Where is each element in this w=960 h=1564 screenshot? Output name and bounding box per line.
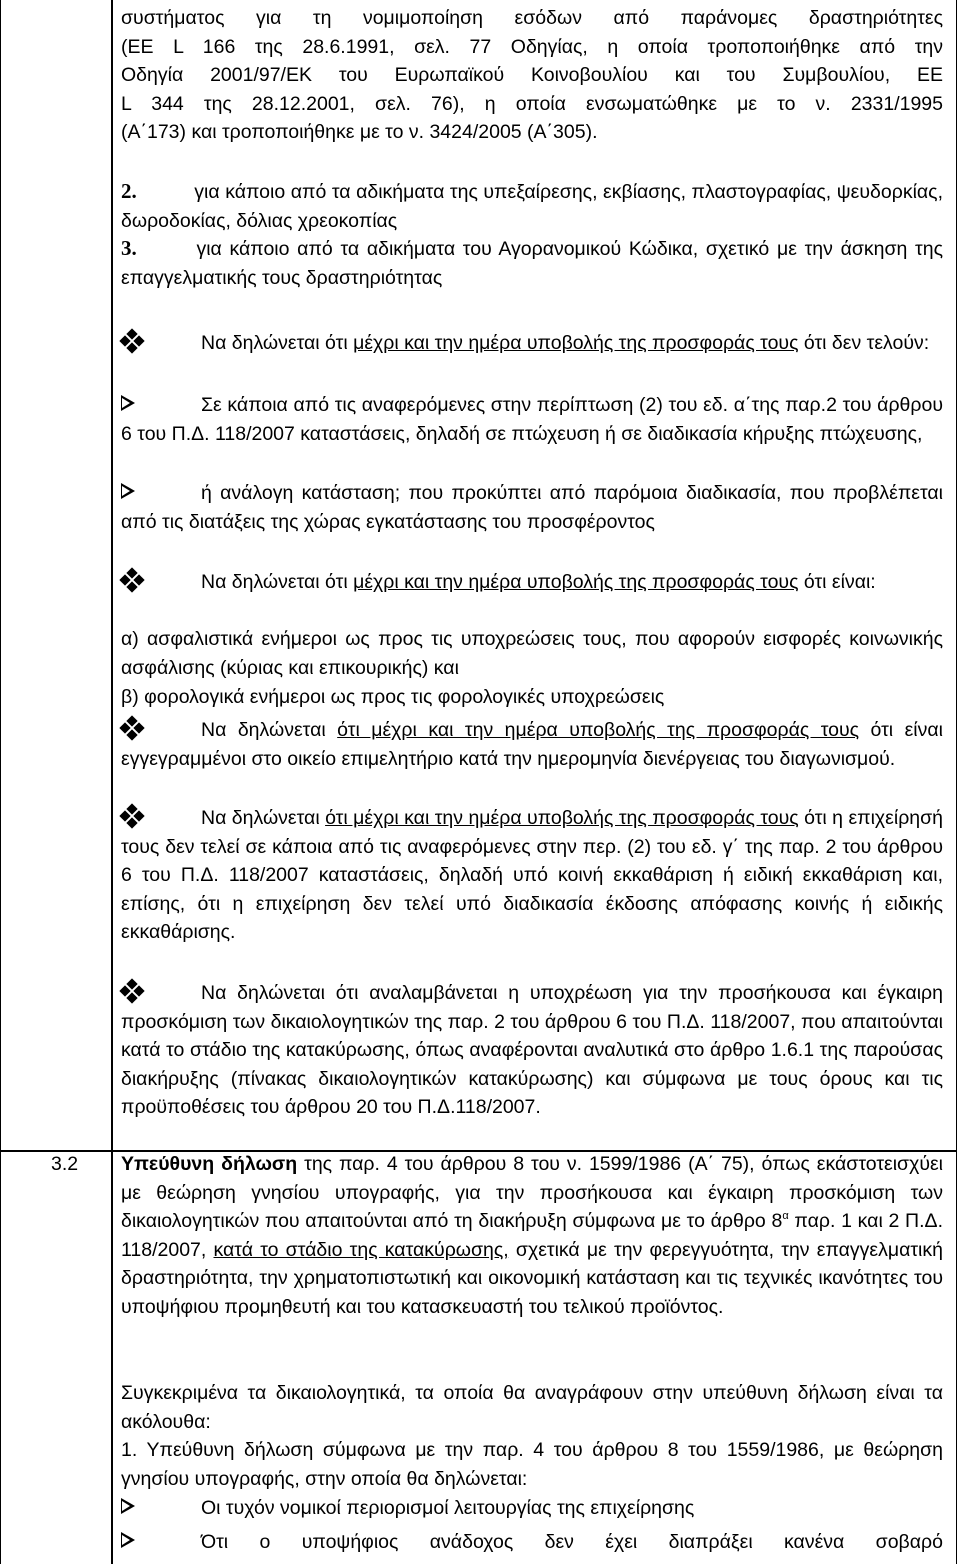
declaration-lead: Να δηλώνεται ότι bbox=[201, 332, 354, 354]
sub-item-text: Σε κάποια από τις αναφερόμενες στην περίπτωση (2) του εδ. α΄της παρ.2 του άρθρου 6 του Π.Δ. 118/2007 καταστάσεις, δηλαδή σε πτώχευση ή σε διαδικασία κήρυξης πτώχευσης, bbox=[121, 394, 943, 445]
sub-item-text: Ότι ο υποψήφιος ανάδοχος δεν έχει διαπράξει κανένα σοβαρό bbox=[201, 1531, 943, 1553]
intro-line: Οδηγία 2001/97/ΕΚ του Ευρωπαϊκού Κοινοβουλίου και του Συμβουλίου, ΕΕ bbox=[121, 64, 943, 87]
arrow-bullet-icon bbox=[121, 395, 135, 411]
intro-line: (ΕΕ L 166 της 28.6.1991, σελ. 77 Οδηγίας, η οποία τροποποιήθηκε από την bbox=[121, 35, 943, 58]
sub-item-text: Οι τυχόν νομικοί περιορισμοί λειτουργίας της επιχείρησης bbox=[201, 1497, 695, 1519]
sub-item-text: ή ανάλογη κατάσταση; που προκύπτει από παρόμοια διαδικασία, που προβλέπεται από τις διατάξεις της χώρας εγκατάστασης του προσφέροντος bbox=[121, 482, 943, 533]
declaration-item-text: β) φορολογικά ενήμεροι ως προς τις φορολογικές υποχρεώσεις bbox=[121, 686, 665, 708]
arrow-bullet-icon bbox=[121, 483, 135, 499]
diamond-bullet-icon bbox=[121, 805, 143, 827]
section-heading: Υπεύθυνη δήλωση bbox=[121, 1153, 298, 1175]
declaration-lead: Να δηλώνεται ότι bbox=[201, 571, 354, 593]
item-3 bbox=[121, 234, 943, 292]
declaration-2-b bbox=[121, 683, 943, 712]
declaration-3 bbox=[121, 716, 943, 773]
section-text: σχετικά με την φερεγγυότητα, την επαγγελματική δραστηριότητα, την χρηματοπιστωτική και οικονομική κατάσταση και τις τεχνικές ικανότητες του υποψήφιου προμηθευτή και του κατασκευαστή του τελικού προϊόντος. bbox=[121, 1238, 943, 1318]
declaration-text: Να δηλώνεται ότι αναλαμβάνεται η υποχρέωση για την προσήκουσα και έγκαιρη προσκόμιση των δικαιολογητικών της παρ. 2 του άρθρου 6 του Π.Δ. 118/2007, που απαιτούνται κατά το στάδιο της κατακύρωσης, όπως αναφέρονται αναλυτικά στο άρθρο 1.6.1 της παρούσας διακήρυξης (πίνακας δικαιολογητικών κατακύρωσης) και σύμφωνα με τους όρους και τις προϋποθέσεις του άρθρου 20 του Π.Δ.118/2007. bbox=[121, 982, 943, 1119]
diamond-bullet-icon bbox=[121, 569, 143, 591]
intro-paragraph bbox=[121, 4, 943, 147]
declaration-rest: ότι δεν τελούν: bbox=[798, 332, 930, 354]
declaration-item-text: α) ασφαλιστικά ενήμεροι ως προς τις υποχρεώσεις τους, που αφορούν εισφορές κοινωνικής ασφάλισης (κύριας και επικουρικής) και bbox=[121, 628, 943, 679]
declaration-rest: ότι είναι: bbox=[798, 571, 876, 593]
declaration-lead: Να δηλώνεται bbox=[201, 719, 338, 741]
declaration-2-a bbox=[121, 625, 943, 682]
item-text: για κάποιο από τα αδικήματα του Αγορανομικού Κώδικα, σχετικό με την άσκηση της επαγγελματικής τους δραστηριότητας bbox=[121, 238, 943, 289]
declaration-5 bbox=[121, 979, 943, 1122]
section-text: της παρ. 4 του άρθρου 8 του ν. 1599/1986 (Α΄ 75), όπως εκάστοτεισχύει με θεώρηση γνησίου υπογραφής, για την προσήκουσα και έγκαιρη προσκόμιση των δικαιολογητικών που απαιτούνται από τη διακήρυξη σύμφωνα με το άρθρο 8 bbox=[121, 1153, 944, 1233]
section-3-2-para3 bbox=[121, 1436, 943, 1493]
item-number: 3. bbox=[121, 236, 137, 260]
item-2 bbox=[121, 177, 943, 235]
intro-line: (Α΄173) και τροποποιήθηκε με το ν. 3424/2005 (Α΄305). bbox=[121, 121, 598, 144]
item-number: 2. bbox=[121, 179, 137, 203]
section-3-2-para2 bbox=[121, 1379, 943, 1436]
sub-item-1 bbox=[121, 391, 943, 448]
section-3-2-arrow-2 bbox=[121, 1528, 943, 1557]
item-text: για κάποιο από τα αδικήματα της υπεξαίρεσης, εκβίασης, πλαστογραφίας, ψευδορκίας, δωροδοκίας, δόλιας χρεοκοπίας bbox=[121, 181, 943, 232]
section-3-2-paragraph bbox=[121, 1150, 943, 1322]
section-text: παρ. 1 και 2 Π.Δ. 118/2007, bbox=[121, 1210, 943, 1261]
declaration-lead: Να δηλώνεται bbox=[201, 807, 326, 829]
declaration-rest: ότι είναι εγγεγραμμένοι στο οικείο επιμελητήριο κατά την ημερομηνία διενέργειας του διαγωνισμού. bbox=[121, 719, 944, 770]
diamond-bullet-icon bbox=[121, 330, 143, 352]
column-divider bbox=[111, 0, 113, 1564]
section-3-2-arrow-1 bbox=[121, 1494, 943, 1523]
superscript: α bbox=[782, 1210, 789, 1223]
sub-item-2 bbox=[121, 479, 943, 536]
declaration-4 bbox=[121, 804, 943, 947]
section-text: Συγκεκριμένα τα δικαιολογητικά, τα οποία θα αναγράφουν στην υπεύθυνη δήλωση είναι τα ακόλουθα: bbox=[121, 1382, 943, 1433]
underlined-text: μέχρι και την ημέρα υποβολής της προσφοράς τους bbox=[353, 332, 799, 354]
section-number: 3.2 bbox=[51, 1153, 79, 1175]
underlined-text: κατά το στάδιο της κατακύρωσης, bbox=[213, 1238, 509, 1261]
intro-line: συστήματος για τη νομιμοποίηση εσόδων από παράνομες δραστηριότητες bbox=[121, 7, 943, 29]
declaration-rest: ότι η επιχείρησή τους δεν τελεί σε κάποια από τις αναφερόμενες στην περ. (2) του εδ. γ΄ της παρ. 2 του άρθρου 6 του Π.Δ. 118/2007 καταστάσεις, δηλαδή υπό κοινή εκκαθάριση ή ειδική εκκαθάριση και, επίσης, ότι η επιχείρηση δεν τελεί υπό διαδικασία έκδοσης απόφασης κοινής ή ειδικής εκκαθάρισης. bbox=[121, 807, 944, 944]
diamond-bullet-icon bbox=[121, 717, 143, 739]
arrow-bullet-icon bbox=[121, 1498, 135, 1514]
declaration-2 bbox=[121, 568, 943, 597]
underlined-text: μέχρι και την ημέρα υποβολής της προσφοράς τους bbox=[353, 571, 799, 593]
declaration-1 bbox=[121, 329, 943, 358]
underlined-text: ότι μέχρι και την ημέρα υποβολής της προσφοράς τους bbox=[337, 719, 860, 741]
arrow-bullet-icon bbox=[121, 1532, 135, 1548]
underlined-text: ότι μέχρι και την ημέρα υποβολής της προσφοράς τους bbox=[325, 807, 799, 829]
section-text: 1. Υπεύθυνη δήλωση σύμφωνα με την παρ. 4 του άρθρου 8 του 1559/1986, με θεώρηση γνησίου υπογραφής, στην οποία θα δηλώνεται: bbox=[121, 1439, 943, 1490]
intro-line: L 344 της 28.12.2001, σελ. 76), η οποία ενσωματώθηκε με το ν. 2331/1995 bbox=[121, 92, 943, 115]
diamond-bullet-icon bbox=[121, 980, 143, 1002]
